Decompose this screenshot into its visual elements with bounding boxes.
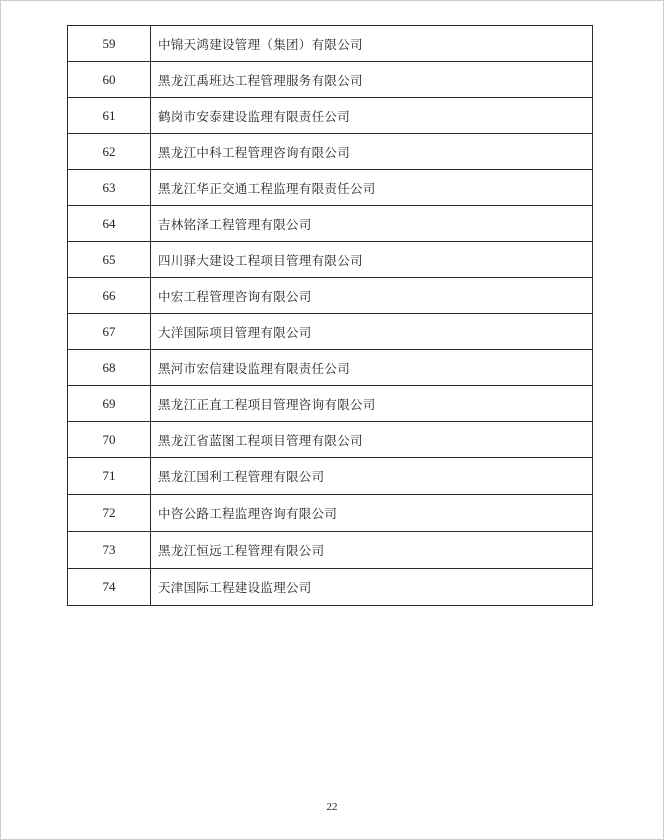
row-number: 66 — [68, 278, 151, 314]
table-row — [68, 206, 593, 242]
row-number: 62 — [68, 134, 151, 170]
table-row — [68, 98, 593, 134]
row-number: 69 — [68, 386, 151, 422]
table-row — [68, 26, 593, 62]
table-row — [68, 350, 593, 386]
table-row — [68, 170, 593, 206]
row-number: 71 — [68, 458, 151, 495]
table-row — [68, 242, 593, 278]
row-number: 68 — [68, 350, 151, 386]
company-name: 黑河市宏信建设监理有限责任公司 — [151, 350, 593, 386]
page-number: 22 — [326, 801, 338, 813]
table-row — [68, 278, 593, 314]
table-row — [68, 422, 593, 458]
row-number: 59 — [68, 26, 151, 62]
company-name: 黑龙江省蓝图工程项目管理有限公司 — [151, 422, 593, 458]
row-number: 64 — [68, 206, 151, 242]
table-row — [68, 458, 593, 495]
table-row — [68, 62, 593, 98]
company-name: 鹤岗市安泰建设监理有限责任公司 — [151, 98, 593, 134]
table-row — [68, 495, 593, 532]
company-name: 大洋国际项目管理有限公司 — [151, 314, 593, 350]
row-number: 70 — [68, 422, 151, 458]
table-row — [68, 314, 593, 350]
table-row — [68, 386, 593, 422]
row-number: 67 — [68, 314, 151, 350]
row-number: 63 — [68, 170, 151, 206]
company-name: 黑龙江华正交通工程监理有限责任公司 — [151, 170, 593, 206]
row-number: 73 — [68, 532, 151, 569]
table-row — [68, 569, 593, 606]
row-number: 60 — [68, 62, 151, 98]
row-number: 61 — [68, 98, 151, 134]
table-row — [68, 134, 593, 170]
row-number: 74 — [68, 569, 151, 606]
company-name: 黑龙江正直工程项目管理咨询有限公司 — [151, 386, 593, 422]
company-name: 黑龙江禹班达工程管理服务有限公司 — [151, 62, 593, 98]
company-name: 黑龙江国利工程管理有限公司 — [151, 458, 593, 495]
company-name: 黑龙江中科工程管理咨询有限公司 — [151, 134, 593, 170]
table-row — [68, 532, 593, 569]
company-name: 四川驿大建设工程项目管理有限公司 — [151, 242, 593, 278]
company-name: 吉林铭泽工程管理有限公司 — [151, 206, 593, 242]
company-name: 中宏工程管理咨询有限公司 — [151, 278, 593, 314]
company-name: 天津国际工程建设监理公司 — [151, 569, 593, 606]
row-number: 65 — [68, 242, 151, 278]
company-name: 中锦天鸿建设管理（集团）有限公司 — [151, 26, 593, 62]
row-number: 72 — [68, 495, 151, 532]
company-name: 中咨公路工程监理咨询有限公司 — [151, 495, 593, 532]
company-table — [67, 25, 593, 606]
company-name: 黑龙江恒远工程管理有限公司 — [151, 532, 593, 569]
